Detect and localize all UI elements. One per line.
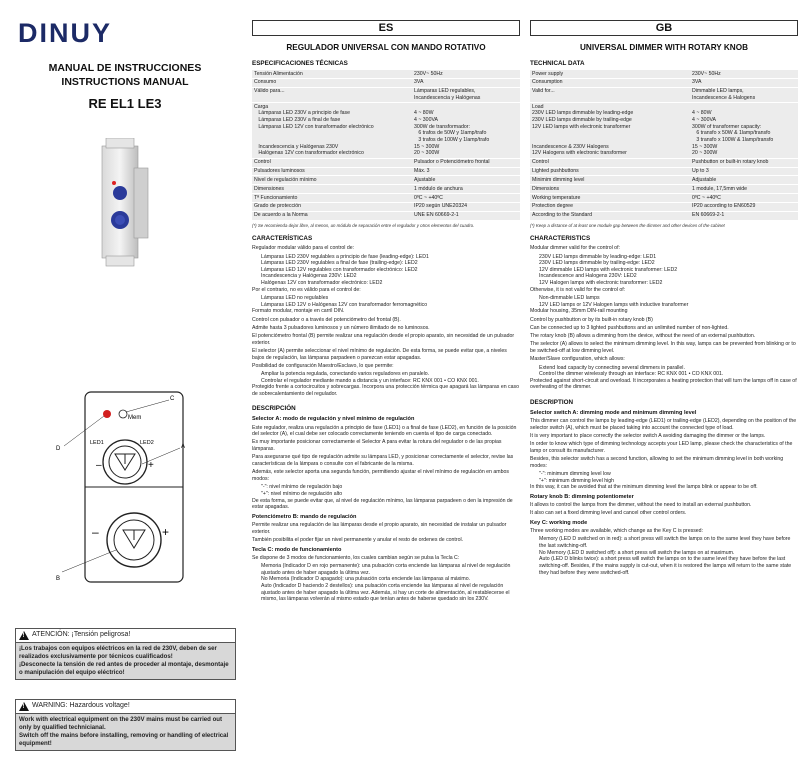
front-panel-diagram	[52, 390, 202, 590]
description-heading: DESCRIPTION	[530, 398, 574, 406]
description-paragraph: "+": nivel mínimo de regulación alto	[261, 490, 343, 497]
spec-value: Ajustable	[412, 176, 520, 185]
spec-row	[252, 78, 520, 87]
label-d: D	[56, 446, 61, 452]
characteristic-item: Can be connected up to 3 lighted pushbuttons and an unlimited number of non-lighted.	[530, 324, 729, 331]
description-paragraph: "+": minimum dimming level high	[539, 477, 615, 484]
characteristic-item: Non-dimmable LED lamps	[539, 295, 600, 302]
spec-key: Grado de protección	[252, 202, 412, 211]
characteristic-item: 230V LED lamps dimmable by trailing-edge: LED2	[539, 260, 655, 267]
warning-line: Work with electrical equipment on the 230V mains must be carried out only by qualified technicianal.	[19, 716, 223, 731]
characteristic-item: Extend load capacity by connecting several dimmers in parallel.	[539, 364, 685, 371]
description-paragraph: De esta forma, se puede evitar que, al nivel de regulación mínimo, las lámparas parpadeen o den la impresión de estar apagadas.	[252, 497, 513, 511]
spec-key: Carga Lámparas LED 230V a principio de fase Lámparas LED 230V a final de fase Lámparas LED 12V con transformador electrónico Incandescencia y Halógenas 230V Halógenas 12V con transformador electrónico	[252, 103, 412, 158]
characteristic-item: Modular housing, 35mm DIN-rail mounting	[530, 308, 628, 315]
characteristic-item: Por el contrario, no es válido para el control de:	[252, 286, 361, 293]
description-paragraph: No Memoria (Indicador D apagado): una pulsación corta enciende las lámparas al máximo.	[261, 576, 471, 583]
warning-box-en	[15, 699, 236, 751]
spec-value: 0ºC ~ +40ºC	[412, 194, 520, 203]
spec-row	[530, 211, 798, 220]
description-subheading: Key C: working mode	[530, 519, 588, 526]
characteristic-item: Protected against short-circuit and overload. It incorporates a heating protection that will turn the lamps off in case of overheating of the dimmer.	[530, 377, 797, 391]
spec-row	[252, 194, 520, 203]
spec-key: Lighted pushbuttons	[530, 167, 690, 176]
label-minus-b: –	[92, 525, 99, 539]
characteristic-item: Lámparas LED no regulables	[261, 295, 329, 302]
spec-row	[252, 202, 520, 211]
characteristic-item: El selector (A) permite seleccionar el nivel mínimo de regulación. De esta forma, se puede evitar que, a niveles bajos de regulación, las lámparas parpadeen o parezcan estar apagadas.	[252, 348, 507, 361]
characteristic-item: Lámparas LED 12V o Halógenas 12V con transformador ferromagnético	[261, 301, 428, 308]
specs-note: (*) Keep a distance of at least one module gap between the dimmer and other devices of the cabinet	[530, 222, 725, 228]
spec-row	[252, 185, 520, 194]
spec-value: 230V~ 50Hz	[412, 70, 520, 78]
characteristic-item: Controlar el regulador mediante mando a distancia y un interface: RC KNX 001 • CO KNX 001.	[261, 377, 479, 384]
characteristic-item: Regulador modular válido para el control de:	[252, 245, 355, 252]
spec-row	[252, 176, 520, 185]
spec-value: 230V~ 50Hz	[690, 70, 798, 78]
characteristic-item: 12V LED lamps or 12V Halogen lamps with inductive transformer	[539, 301, 689, 308]
spec-row	[252, 167, 520, 176]
characteristic-item: Posibilidad de configuración Maestro/Esclavo, lo que permite:	[252, 362, 394, 369]
warning-line: ¡Los trabajos con equipos eléctricos en la red de 230V, deben de ser realizados exclusivamente por técnicos cualificados!	[19, 645, 217, 660]
label-plus-a: +	[148, 460, 154, 471]
model-name: RE EL1 LE3	[88, 96, 162, 111]
spec-value: IP20 according to EN60529	[690, 202, 798, 211]
description-subheading: Selector switch A: dimming mode and minimum dimming level	[530, 409, 697, 416]
spec-row	[530, 202, 798, 211]
description-paragraph: Este regulador, realiza una regulación a principio de fase (LED1) o a final de fase (LED2), en función de la posición del selector (A), el cual debe ser colocado correctamente teniendo en cuenta el tipo de carga conectado.	[252, 424, 517, 438]
specs-table	[252, 70, 520, 221]
description-paragraph: Besides, this selector switch has a second function, allowing to set the minimum dimming level in both working modes:	[530, 455, 784, 469]
description-paragraph: Auto (LED D blinks twice): a short press will switch the lamps on to the same level they have before the last switching-off. Besides, if the mains supply is cut-out, when it is restored the lamps will return to the same state they had before they were switched-off.	[539, 556, 792, 576]
spec-key: Pulsadores luminosos	[252, 167, 412, 176]
label-mem: Mem	[128, 415, 142, 421]
spec-key: De acuerdo a la Norma	[252, 211, 412, 220]
spec-value: 1 módulo de anchura	[412, 185, 520, 194]
spec-value: Máx. 3	[412, 167, 520, 176]
spec-key: Tª Funcionamiento	[252, 194, 412, 203]
spec-key: Dimensiones	[252, 185, 412, 194]
spacer	[530, 393, 798, 397]
spec-value: Pushbutton or built-in rotary knob	[690, 158, 798, 167]
spec-value: 1 module, 17,5mm wide	[690, 185, 798, 194]
description-paragraph: Además, este selector aporta una segunda función, permitiendo ajustar el nivel mínimo de regulación en ambos modos:	[252, 469, 509, 482]
description-subheading: Tecla C: modo de funcionamiento	[252, 546, 342, 553]
spec-value: Lámparas LED regulables, Incandescencia y Halógenas	[412, 87, 520, 103]
spec-row	[530, 87, 798, 103]
characteristic-item: Admite hasta 3 pulsadores luminosos y un número ilimitado de no luminosos.	[252, 324, 430, 331]
brand-logo: DINUY	[18, 18, 113, 48]
spec-key: Minimim dimming level	[530, 176, 690, 185]
spec-key: Load 230V LED lamps dimmable by leading-edge 230V LED lamps dimmable by trailing-edge 12V LED lamps with electronic transformer Incandescence & 230V Halogens 12V Halogens with electronic transformer	[530, 103, 690, 158]
title-gb: UNIVERSAL DIMMER WITH ROTARY KNOB	[580, 43, 748, 52]
description-paragraph: Se dispone de 3 modos de funcionamiento, los cuales cambian según se pulsa la Tecla C:	[252, 554, 460, 561]
warning-line: ¡Desconecte la tensión de red antes de proceder al montaje, desmontaje o manipulación del equipo eléctrico!	[19, 660, 229, 676]
spec-key: Power supply	[530, 70, 690, 78]
description-paragraph: It allows to control the lamps from the dimmer, without the need to install an external pushbutton.	[530, 502, 752, 509]
spec-value: 4 ~ 80W 4 ~ 300VA 300W de transformador: 6 trafos de 50W y 1lamp/trafo 3 trafos de 100W y 1lamp/trafo 15 ~ 300W 20 ~ 300W	[412, 103, 520, 158]
warning-icon: !	[19, 702, 29, 711]
spec-key: Dimensions	[530, 185, 690, 194]
spec-row	[252, 158, 520, 167]
manual-title-es: MANUAL DE INSTRUCCIONES	[48, 62, 202, 74]
spec-key: Control	[252, 158, 412, 167]
spec-key: Consumo	[252, 78, 412, 87]
specs-heading: TECHNICAL DATA	[530, 60, 585, 67]
spec-value: Pulsador o Potenciómetro frontal	[412, 158, 520, 167]
characteristics-heading: CARACTERÍSTICAS	[252, 235, 313, 243]
description-subheading: Potenciómetro B: mando de regulación	[252, 513, 357, 520]
description-paragraph: No Memory (LED D switched off): a short press will switch the lamps on at maximum.	[539, 549, 735, 556]
characteristic-item: Control by pushbutton or by its built-in rotary knob (B)	[530, 316, 653, 323]
description-paragraph: "-": minimum dimming level low	[539, 470, 611, 477]
description-paragraph: Memory (LED D switched on in red): a short press will switch the lamps on to the same level they have before the last switching-off.	[539, 536, 791, 549]
characteristic-item: El potenciómetro frontal (B) permite realizar una regulación desde el propio aparato, sin necesidad de un pulsador exterior.	[252, 333, 515, 346]
characteristic-item: 230V LED lamps dimmable by leading-edge: LED1	[539, 253, 657, 260]
characteristic-item: The rotary knob (B) allows a dimming from the device, without the need of an external pushbutton.	[530, 333, 756, 340]
specs-heading: ESPECIFICACIONES TÉCNICAS	[252, 60, 348, 67]
description-subheading: Rotary knob B: dimming potentiometer	[530, 493, 634, 500]
spec-value: 4 ~ 80W 4 ~ 300VA 300W of transformer capacity: 6 transfo x 50W & 1lamp/transfo 3 transfo x 100W & 1lamp/transfo 15 ~ 300W 20 ~ 300W	[690, 103, 798, 158]
description-paragraph: Permite realizar una regulación de las lámparas desde el propio aparato, sin necesidad de instalar un pulsador exterior.	[252, 521, 507, 535]
spacer	[252, 399, 520, 403]
spec-key: Válido para...	[252, 87, 412, 103]
column-es	[252, 58, 520, 603]
spec-row	[530, 78, 798, 87]
label-b: B	[56, 576, 61, 582]
description-subheading: Selector A: modo de regulación y nivel mínimo de regulación	[252, 416, 415, 423]
characteristic-item: Master/Slave configuration, which allows:	[530, 356, 625, 363]
specs-note: (*) Se recomienda dejar libre, al menos, un módulo de separación entre el regulador y otros elementos del cuadro.	[252, 222, 475, 228]
spec-row	[252, 103, 520, 158]
spec-key: According to the Standard	[530, 211, 690, 220]
spec-row	[530, 194, 798, 203]
title-es: REGULADOR UNIVERSAL CON MANDO ROTATIVO	[286, 43, 486, 52]
spec-value: Up to 3	[690, 167, 798, 176]
characteristic-item: Lámparas LED 230V regulables a final de fase (trailing-edge): LED2	[261, 260, 418, 267]
characteristic-item: Control con pulsador o a través del potenciómetro del frontal (B).	[252, 316, 401, 323]
label-a: A	[181, 444, 186, 450]
warning-title: WARNING: Hazardous voltage!	[32, 702, 130, 710]
spec-value: Dimmable LED lamps, Incandescence & Halogens	[690, 87, 798, 103]
description-paragraph: Es muy importante posicionar correctamente el Selector A para evitar la rotura del regulador o de las propias lámparas.	[252, 439, 502, 453]
spec-row	[530, 103, 798, 158]
description-paragraph: Memoria (Indicador D en rojo permanente): una pulsación corta enciende las lámparas al nivel de regulación ajustado antes de haber apagado la última vez.	[261, 562, 511, 576]
spec-value: Adjustable	[690, 176, 798, 185]
label-led1: LED1	[90, 440, 104, 446]
spec-row	[530, 176, 798, 185]
characteristic-item: Protegido frente a cortocircuitos y sobrecargas. Incorpora una protección térmica que apagará las lámparas en caso de sobrecalentamiento del regulador.	[252, 384, 520, 398]
label-minus-a: –	[96, 460, 102, 471]
description-paragraph: Three working modes are available, which change as the Key C is pressed:	[530, 528, 704, 535]
warning-title: ATENCIÓN: ¡Tensión peligrosa!	[32, 631, 131, 639]
spec-key: Tensión Alimentación	[252, 70, 412, 78]
product-illustration	[90, 138, 160, 268]
warning-box-es	[15, 628, 236, 680]
characteristic-item: Otherwise, it is not valid for the control of:	[530, 286, 626, 293]
spec-row	[252, 87, 520, 103]
column-gb	[530, 58, 798, 576]
manual-title-en: INSTRUCTIONS MANUAL	[61, 76, 189, 88]
description-paragraph: In order to know which type of dimming technology accepts your LED lamp, please check the characteristics of the lamp or consult its manufacturer.	[530, 441, 793, 454]
description-paragraph: It also can set a fixed dimming level and cancel other control orders.	[530, 510, 687, 517]
spec-value: 3VA	[690, 78, 798, 87]
lang-label-gb: GB	[530, 20, 798, 36]
spec-value: IP20 según UNE20324	[412, 202, 520, 211]
spec-key: Working temperature	[530, 194, 690, 203]
characteristics-heading: CHARACTERISTICS	[530, 235, 591, 243]
characteristic-item: Lámparas LED 230V regulables a principio de fase (leading-edge): LED1	[261, 253, 429, 260]
spec-key: Consumption	[530, 78, 690, 87]
spec-row	[530, 167, 798, 176]
description-paragraph: "-": nivel mínimo de regulación bajo	[261, 484, 343, 491]
characteristic-item: Incandescencia y Halógenas 230V: LED2	[261, 273, 357, 280]
spec-value: 3VA	[412, 78, 520, 87]
spec-key: Control	[530, 158, 690, 167]
warning-line: Switch off the mains before installing, removing or handling of electrical equipment!	[19, 731, 229, 747]
description-paragraph: It is very important to place correctly the selector switch A avoiding damaging the dimmer or the lamps.	[530, 432, 766, 439]
characteristic-item: Control the dimmer wirelessly through an interface: RC KNX 001 • CO KNX 001.	[539, 371, 724, 378]
spec-row	[530, 70, 798, 78]
lang-label-es: ES	[252, 20, 520, 36]
warning-icon: !	[19, 631, 29, 640]
characteristic-item: Halógenas 12V con transformador electrónico: LED2	[261, 280, 383, 287]
label-plus-b: +	[162, 525, 170, 539]
description-paragraph: This dimmer can control the lamps by leading-edge (LED1) or trailing-edge (LED2), depending on the position of the selector switch (A), which must be placed taking into account the connected type of load.	[530, 417, 797, 431]
characteristic-item: Ampliar la potencia regulada, conectando varios reguladores en paralelo.	[261, 371, 430, 378]
spec-key: Nivel de regulación mínimo	[252, 176, 412, 185]
spec-key: Valid for...	[530, 87, 690, 103]
spec-value: 0ºC ~ +40ºC	[690, 194, 798, 203]
description-paragraph: Para asegurarse qué tipo de regulación admite su lámpara LED, y posicionar correctamente el selector, revise las características de la lámpara o consulte con el fabricante de la misma.	[252, 454, 514, 468]
description-paragraph: In this way, it can be avoided that at the minimum dimming level the lamps blink or appear to be off.	[530, 484, 758, 491]
characteristic-item: Lámparas LED 12V regulables con transformador electrónico: LED2	[261, 266, 418, 273]
spec-row	[252, 211, 520, 220]
characteristic-item: Modular dimmer valid for the control of:	[530, 245, 620, 252]
characteristic-item: 12V dimmable LED lamps with electronic transformer: LED2	[539, 266, 678, 273]
characteristic-item: The selector (A) allows to select the minimum dimming level. In this way, lamps can be prevented from blinking or to be switched-off at low dimming level.	[530, 341, 796, 354]
characteristic-item: Incandescence and Halogens 230V: LED2	[539, 273, 637, 280]
description-paragraph: También posibilita el poder fijar un nivel permanente y anular el resto de ordenes de control.	[252, 536, 464, 543]
label-led2: LED2	[140, 440, 154, 446]
description-heading: DESCRIPCIÓN	[252, 405, 296, 413]
characteristic-item: Formato modular, montaje en carril DIN.	[252, 308, 345, 315]
spec-value: UNE EN 60669-2-1	[412, 211, 520, 220]
spec-row	[530, 158, 798, 167]
spec-row	[252, 70, 520, 78]
description-paragraph: Auto (Indicador D haciendo 2 destellos): una pulsación corta enciende las lámparas al nivel de regulación ajustado antes de haber apagado la última vez. Además, si hay un corte de alimentación, al restablecerse el mismo, las lámparas volverán al mismo estado que tenían antes de haberse quedado sin los 230V.	[261, 582, 510, 603]
characteristic-item: 12V Halogen lamps with electronic transformer: LED2	[539, 280, 663, 287]
spec-key: Protection degree	[530, 202, 690, 211]
specs-table	[530, 70, 798, 221]
spec-row	[530, 185, 798, 194]
spec-value: EN 60669-2-1	[690, 211, 798, 220]
label-c: C	[170, 396, 175, 402]
